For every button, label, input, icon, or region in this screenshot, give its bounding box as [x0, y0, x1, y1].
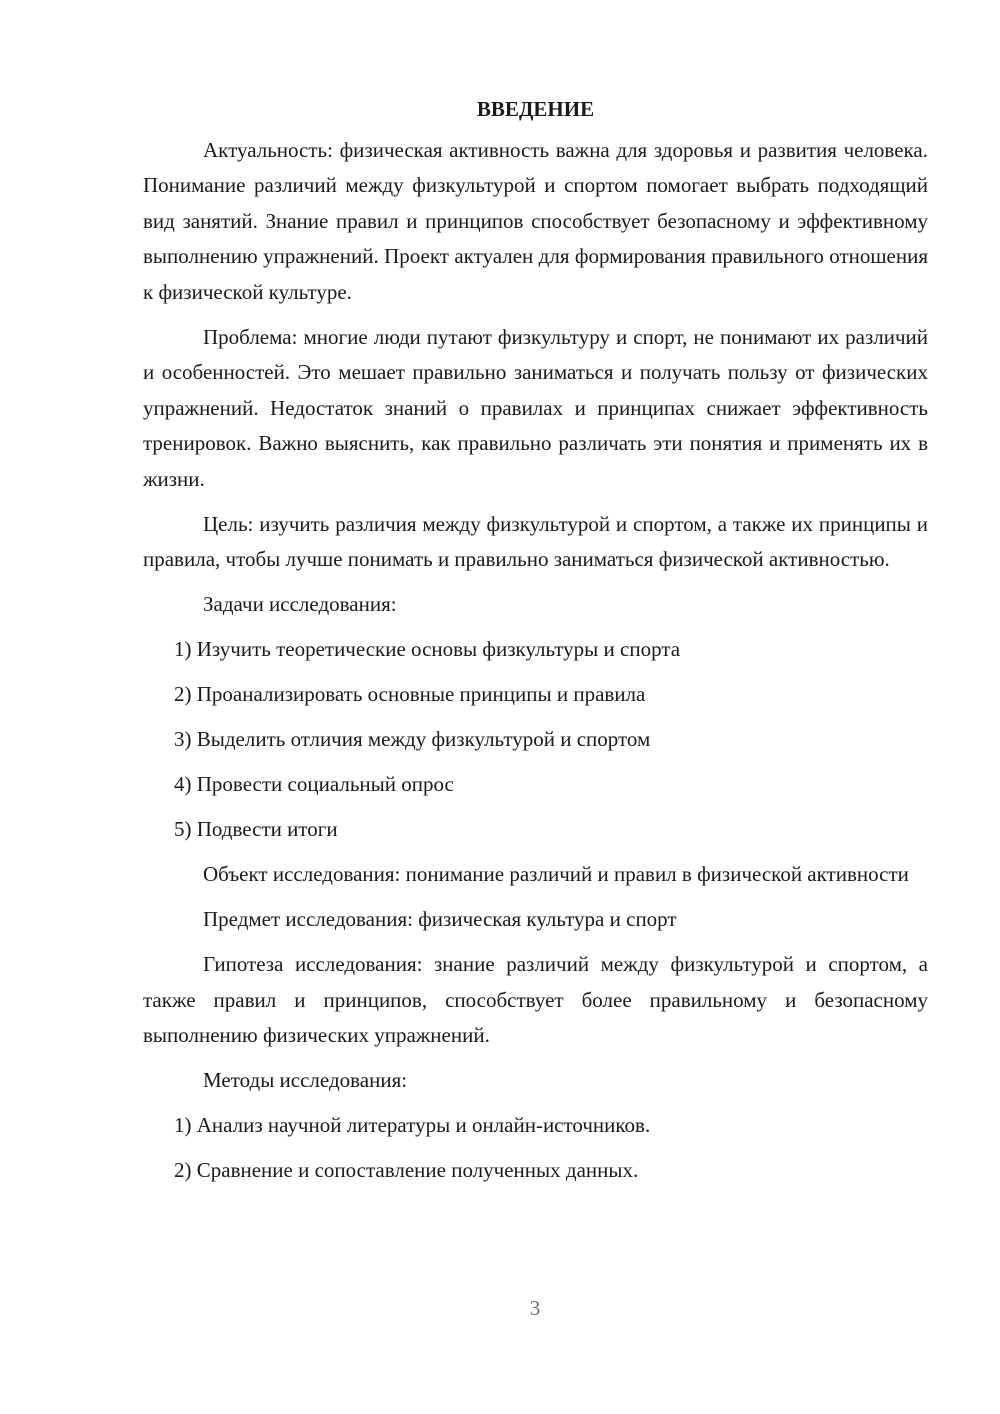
goal-paragraph: Цель: изучить различия между физкультурой и спортом, а также их принципы и правила, чтобы лучше понимать и правильно заниматься физической активностью.	[143, 511, 928, 571]
list-item: 2) Сравнение и сопоставление полученных данных.	[174, 1158, 639, 1182]
methods-list	[143, 1108, 928, 1189]
methods-heading: Методы исследования:	[203, 1068, 408, 1092]
page-number: 3	[529, 1296, 541, 1320]
section-title: ВВЕДЕНИЕ	[476, 97, 595, 121]
tasks-heading: Задачи исследования:	[203, 592, 397, 616]
relevance-paragraph: Актуальность: физическая активность важна для здоровья и развития человека. Понимание различий между физкультурой и спортом помогает выбрать подходящий вид занятий. Знание правил и принципов способствует безопасному и эффективному выполнению упражнений. Проект актуален для формирования правильного отношения к физической культуре.	[143, 137, 928, 304]
list-item: 5) Подвести итоги	[174, 817, 338, 841]
subject-line: Предмет исследования: физическая культура и спорт	[203, 907, 677, 931]
document-page	[143, 92, 928, 1198]
list-item: 1) Изучить теоретические основы физкультуры и спорта	[174, 637, 681, 661]
tasks-list	[143, 632, 928, 848]
list-item: 1) Анализ научной литературы и онлайн-источников.	[174, 1113, 651, 1137]
problem-paragraph: Проблема: многие люди путают физкультуру и спорт, не понимают их различий и особенностей. Это мешает правильно заниматься и получать пользу от физических упражнений. Недостаток знаний о правилах и принципах снижает эффективность тренировок. Важно выяснить, как правильно различать эти понятия и применять их в жизни.	[143, 324, 928, 491]
hypothesis-paragraph: Гипотеза исследования: знание различий между физкультурой и спортом, а также правил и принципов, способствует более правильному и безопасному выполнению физических упражнений.	[143, 952, 928, 1047]
list-item: 4) Провести социальный опрос	[174, 772, 454, 796]
list-item: 2) Проанализировать основные принципы и правила	[174, 682, 646, 706]
object-paragraph: Объект исследования: понимание различий и правил в физической активности	[203, 862, 909, 886]
list-item: 3) Выделить отличия между физкультурой и спортом	[174, 727, 651, 751]
